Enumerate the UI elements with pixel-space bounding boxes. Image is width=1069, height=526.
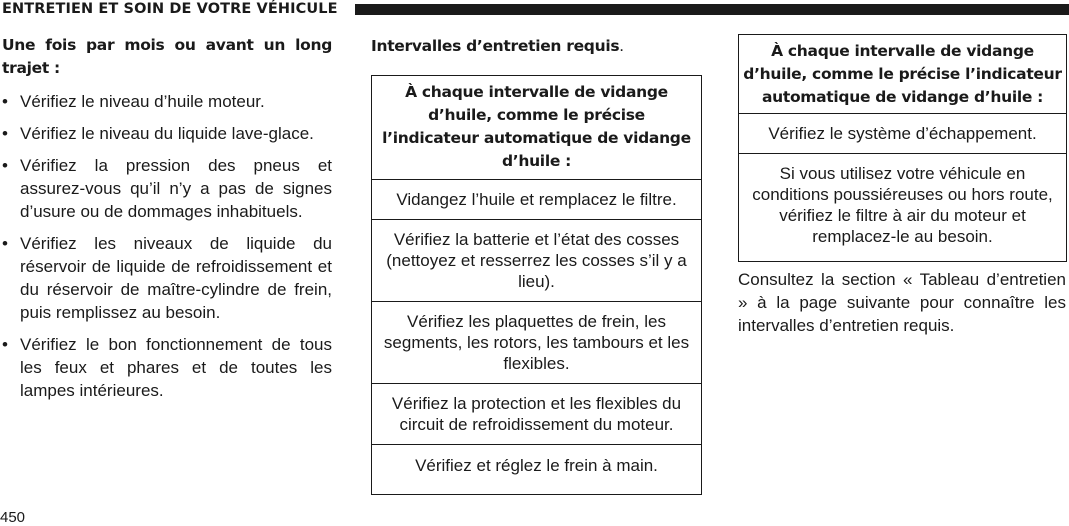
page-header — [0, 0, 1069, 22]
list-item: • Vérifiez le bon fonctionnement de tous les feux et phares et de toutes les lampes intérieures. — [2, 335, 332, 400]
section-title: ENTRETIEN ET SOIN DE VOTRE VÉHICULE — [2, 1, 338, 17]
required-intervals-column — [371, 34, 701, 495]
required-intervals-heading: Intervalles d’entretien requis — [371, 37, 620, 55]
table-header: À chaque intervalle de vidange d’huile, comme le précise l’indicateur automatique de vidange d’huile : — [739, 35, 1067, 114]
table-header: À chaque intervalle de vidange d’huile, comme le précise l’indicateur automatique de vidange d’huile : — [372, 76, 702, 180]
table-row: Vidangez l’huile et remplacez le filtre. — [372, 180, 702, 220]
table-row: Vérifiez les plaquettes de frein, les segments, les rotors, les tambours et les flexibles. — [372, 302, 702, 384]
bullet-icon: • — [2, 92, 8, 111]
table-row: Vérifiez la protection et les flexibles du circuit de refroidissement du moteur. — [372, 384, 702, 445]
oil-change-interval-table-continued — [738, 34, 1067, 262]
bullet-icon: • — [2, 124, 8, 143]
monthly-checks-list — [2, 90, 332, 402]
list-item: • Vérifiez les niveaux de liquide du réservoir de liquide de refroidissement et du réservoir de maître-cylindre de frein, puis remplissez au besoin. — [2, 234, 332, 322]
list-item: • Vérifiez le niveau du liquide lave-glace. — [2, 124, 314, 143]
maintenance-table-reference: Consultez la section « Tableau d’entretien » à la page suivante pour connaître les intervalles d’entretien requis. — [738, 270, 1066, 335]
list-item: • Vérifiez la pression des pneus et assurez-vous qu’il n’y a pas de signes d’usure ou de dommages inhabituels. — [2, 156, 332, 221]
bullet-icon: • — [2, 234, 8, 253]
table-row: Si vous utilisez votre véhicule en conditions poussiéreuses ou hors route, vérifiez le filtre à air du moteur et remplacez-le au besoin. — [739, 154, 1067, 262]
oil-change-interval-table — [371, 75, 702, 495]
monthly-checks-heading: Une fois par mois ou avant un long trajet : — [2, 36, 332, 77]
header-rule — [355, 4, 1069, 15]
table-row: Vérifiez la batterie et l’état des cosses (nettoyez et resserrez les cosses s’il y a lieu). — [372, 220, 702, 302]
page-number: 450 — [0, 509, 26, 526]
table-row: Vérifiez et réglez le frein à main. — [372, 445, 702, 495]
bullet-icon: • — [2, 156, 8, 175]
bullet-icon: • — [2, 335, 8, 354]
monthly-checks-column — [2, 34, 332, 411]
continued-intervals-column — [738, 34, 1066, 337]
table-row: Vérifiez le système d’échappement. — [739, 114, 1067, 154]
required-intervals-intro: Intervalles d’entretien requis. — [371, 36, 625, 55]
list-item: • Vérifiez le niveau d’huile moteur. — [2, 92, 265, 111]
